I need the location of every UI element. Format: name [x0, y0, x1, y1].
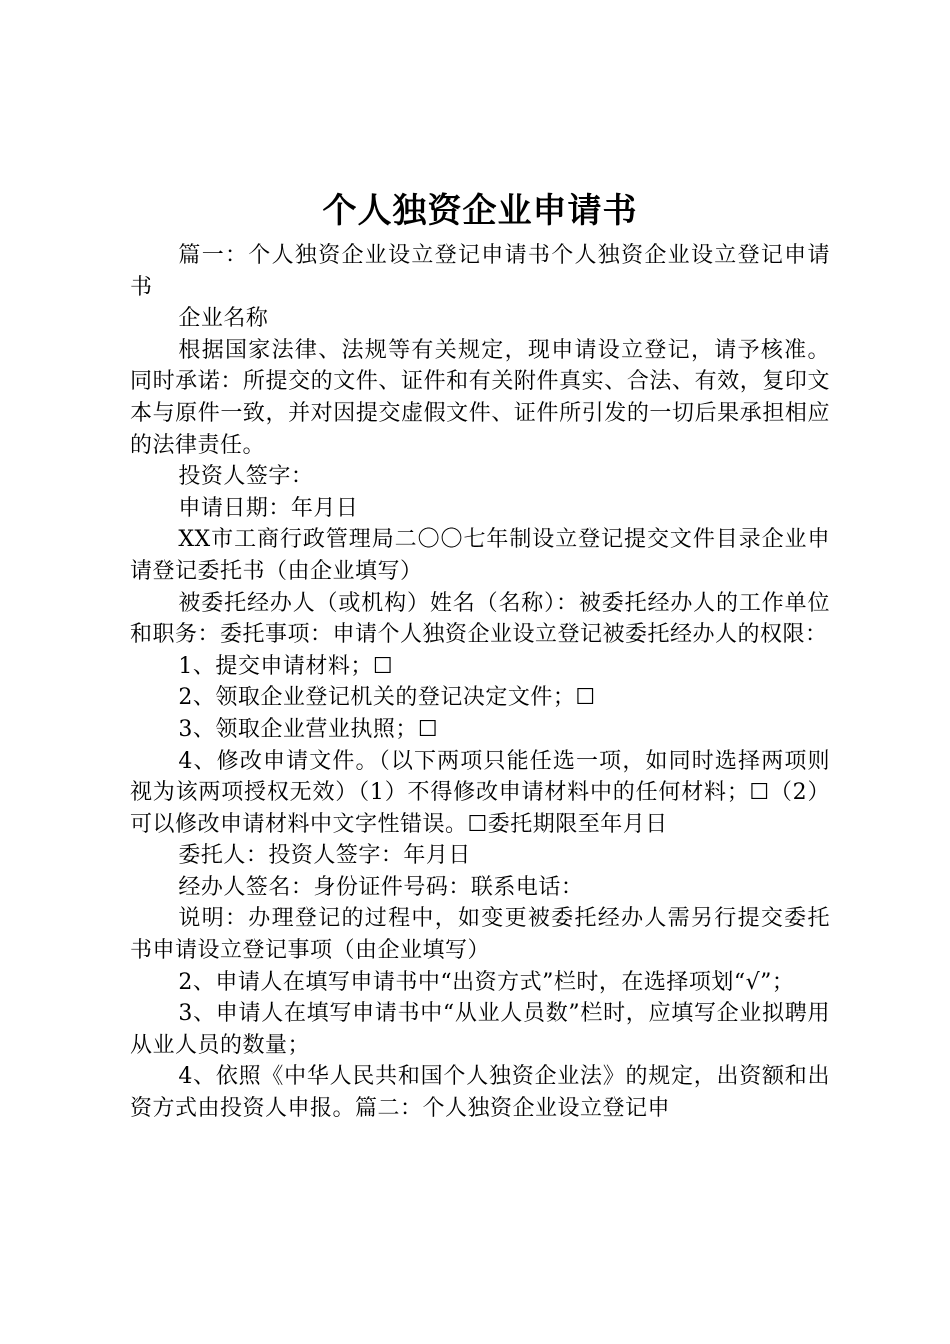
paragraph-bureau-catalog: XX市工商行政管理局二〇〇七年制设立登记提交文件目录企业申请登记委托书（由企业填写） [130, 527, 830, 584]
paragraph-investor-signature: 投资人签字： [178, 464, 314, 490]
document-title: 个人独资企业申请书 [322, 191, 638, 231]
paragraph-note-2: 2、申请人在填写申请书中“出资方式”栏时，在选择项划“√”； [178, 969, 795, 995]
paragraph-permission-4: 4、修改申请文件。（以下两项只能任选一项，如同时选择两项则视为该两项授权无效）（1）不得修改申请材料中的任何材料；☐（2）可以修改申请材料中文字性错误。☐委托期限至年月日 [130, 748, 830, 837]
paragraph-application-date: 申请日期：年月日 [178, 495, 359, 521]
document-page [130, 182, 830, 1125]
paragraph-declaration: 根据国家法律、法规等有关规定，现申请设立登记，请予核准。同时承诺：所提交的文件、证件和有关附件真实、合法、有效，复印文本与原件一致，并对因提交虚假文件、证件所引发的一切后果承担相应的法律责任。 [130, 337, 830, 458]
paragraph-agent-signature: 经办人签名：身份证件号码：联系电话： [178, 874, 584, 900]
paragraph-note: 说明：办理登记的过程中，如变更被委托经办人需另行提交委托书申请设立登记事项（由企业填写） [130, 906, 830, 964]
paragraph-permission-2: 2、领取企业登记机关的登记决定文件；☐ [178, 685, 596, 711]
paragraph-part1-heading: 篇一：个人独资企业设立登记申请书个人独资企业设立登记申请书 [130, 243, 830, 300]
paragraph-note-4: 4、依照《中华人民共和国个人独资企业法》的规定，出资额和出资方式由投资人申报。篇二：个人独资企业设立登记申 [130, 1064, 830, 1122]
paragraph-permission-1: 1、提交申请材料；☐ [178, 653, 394, 679]
paragraph-note-3: 3、申请人在填写申请书中“从业人员数”栏时，应填写企业拟聘用从业人员的数量； [130, 1001, 830, 1058]
paragraph-permission-3: 3、领取企业营业执照；☐ [178, 716, 439, 742]
paragraph-agent-info: 被委托经办人（或机构）姓名（名称）：被委托经办人的工作单位和职务：委托事项：申请个人独资企业设立登记被委托经办人的权限： [130, 590, 830, 648]
paragraph-principal-signature: 委托人：投资人签字：年月日 [178, 843, 471, 869]
paragraph-company-name: 企业名称 [178, 306, 269, 332]
